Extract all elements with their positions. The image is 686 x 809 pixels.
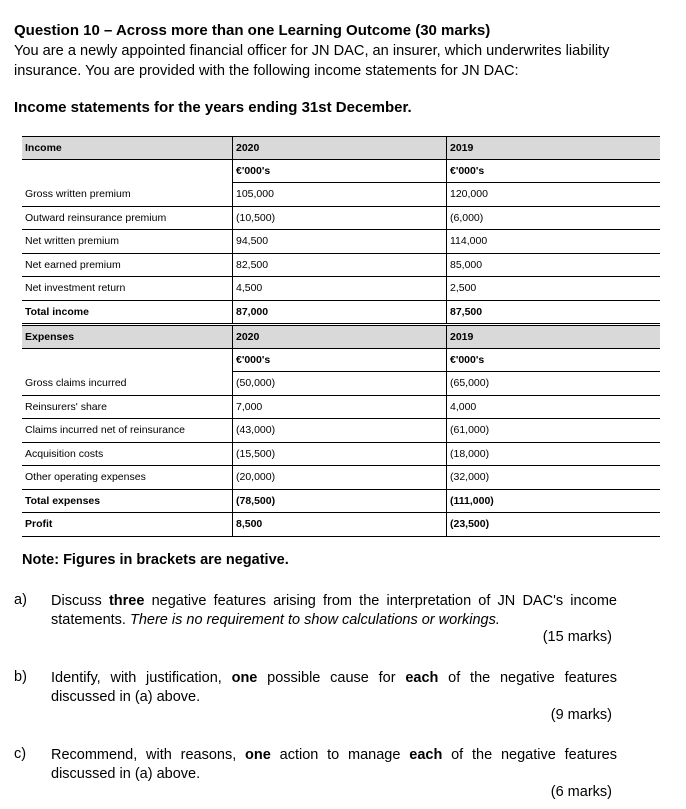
part-a-label: a): [14, 592, 27, 608]
income-units-label: [22, 160, 233, 183]
row-label: Net written premium: [22, 230, 233, 254]
row-label: Outward reinsurance premium: [22, 206, 233, 230]
total-income-label: Total income: [22, 300, 233, 324]
row-value-2020: (43,000): [233, 419, 447, 443]
total-expenses-2019: (111,000): [447, 489, 661, 513]
row-value-2020: 94,500: [233, 230, 447, 254]
part-a-italic: There is no requirement to show calculations or workings.: [129, 612, 500, 628]
income-table: [22, 136, 660, 324]
income-units-2020: €'000's: [233, 160, 447, 183]
profit-label: Profit: [22, 513, 233, 537]
expenses-table: [22, 325, 660, 537]
row-value-2019: (6,000): [447, 206, 661, 230]
expenses-header-2020: 2020: [233, 326, 447, 349]
total-expenses-2020: (78,500): [233, 489, 447, 513]
expenses-header-row: [22, 326, 660, 349]
part-c-text-3: of the negative features discussed in (a) above.: [51, 747, 617, 782]
total-income-2019: 87,500: [447, 300, 661, 324]
income-units-row: [22, 160, 660, 183]
part-c-text-1: Recommend, with reasons,: [51, 747, 246, 763]
profit-2020: 8,500: [233, 513, 447, 537]
table-row: [22, 442, 660, 466]
income-header-label: Income: [22, 137, 233, 160]
expenses-header-label: Expenses: [22, 326, 233, 349]
row-value-2020: 7,000: [233, 395, 447, 419]
table-row: [22, 372, 660, 396]
question-title: Question 10 – Across more than one Learning Outcome (30 marks): [14, 22, 491, 39]
row-label: Other operating expenses: [22, 466, 233, 490]
part-b-text: [51, 669, 617, 707]
row-label: Reinsurers' share: [22, 395, 233, 419]
part-c-label: c): [14, 746, 27, 762]
expenses-units-2019: €'000's: [447, 349, 661, 372]
table-row: [22, 419, 660, 443]
part-b-text-1: Identify, with justification,: [51, 670, 232, 686]
part-a-text-1: Discuss: [51, 593, 109, 609]
row-label: Net earned premium: [22, 253, 233, 277]
row-value-2019: 120,000: [447, 183, 661, 207]
table-row: [22, 206, 660, 230]
expenses-units-row: [22, 349, 660, 372]
table-row: [22, 395, 660, 419]
table-row: [22, 277, 660, 301]
part-b-text-3: of the negative features discussed in (a) above.: [51, 670, 617, 705]
total-income-2020: 87,000: [233, 300, 447, 324]
profit-row: [22, 513, 660, 537]
income-total-row: [22, 300, 660, 324]
income-header-2020: 2020: [233, 137, 447, 160]
part-a-bold-1: three: [108, 593, 145, 609]
row-value-2019: (32,000): [447, 466, 661, 490]
row-value-2020: 105,000: [233, 183, 447, 207]
row-label: Gross claims incurred: [22, 372, 233, 396]
part-c-bold-2: each: [409, 747, 443, 763]
row-label: Net investment return: [22, 277, 233, 301]
row-value-2019: 85,000: [447, 253, 661, 277]
profit-2019: (23,500): [447, 513, 661, 537]
expenses-units-label: [22, 349, 233, 372]
table-row: [22, 466, 660, 490]
row-value-2019: (18,000): [447, 442, 661, 466]
part-a-text-2: negative features arising from the interpretation of JN DAC's income statements.: [51, 593, 617, 628]
row-value-2019: 4,000: [447, 395, 661, 419]
row-value-2019: (61,000): [447, 419, 661, 443]
part-b-bold-2: each: [405, 670, 439, 686]
table-row: [22, 253, 660, 277]
table-row: [22, 183, 660, 207]
total-expenses-label: Total expenses: [22, 489, 233, 513]
expenses-header-2019: 2019: [447, 326, 661, 349]
expenses-total-row: [22, 489, 660, 513]
note-text: Note: Figures in brackets are negative.: [22, 552, 289, 568]
row-value-2020: 82,500: [233, 253, 447, 277]
part-b-text-2: possible cause for: [257, 670, 406, 686]
part-c-bold-1: one: [245, 747, 271, 763]
row-value-2020: (50,000): [233, 372, 447, 396]
part-b-bold-1: one: [231, 670, 258, 686]
table-row: [22, 230, 660, 254]
income-header-2019: 2019: [447, 137, 661, 160]
part-c-text: [51, 746, 617, 784]
row-value-2020: 4,500: [233, 277, 447, 301]
row-value-2019: (65,000): [447, 372, 661, 396]
row-value-2019: 114,000: [447, 230, 661, 254]
row-label: Acquisition costs: [22, 442, 233, 466]
row-value-2020: (10,500): [233, 206, 447, 230]
income-units-2019: €'000's: [447, 160, 661, 183]
row-value-2019: 2,500: [447, 277, 661, 301]
part-a-marks: (15 marks): [542, 629, 612, 645]
part-a-text: [51, 592, 617, 630]
row-value-2020: (15,500): [233, 442, 447, 466]
part-b-marks: (9 marks): [550, 707, 612, 723]
part-c-marks: (6 marks): [550, 784, 612, 800]
part-b-label: b): [14, 669, 27, 685]
income-header-row: [22, 137, 660, 160]
statements-heading: Income statements for the years ending 31st December.: [14, 99, 412, 116]
row-value-2020: (20,000): [233, 466, 447, 490]
row-label: Gross written premium: [22, 183, 233, 207]
row-label: Claims incurred net of reinsurance: [22, 419, 233, 443]
question-intro: You are a newly appointed financial officer for JN DAC, an insurer, which underwrites liability insurance. You are provided with the following income statements for JN DAC:: [14, 43, 610, 79]
part-c-text-2: action to manage: [270, 747, 410, 763]
expenses-units-2020: €'000's: [233, 349, 447, 372]
